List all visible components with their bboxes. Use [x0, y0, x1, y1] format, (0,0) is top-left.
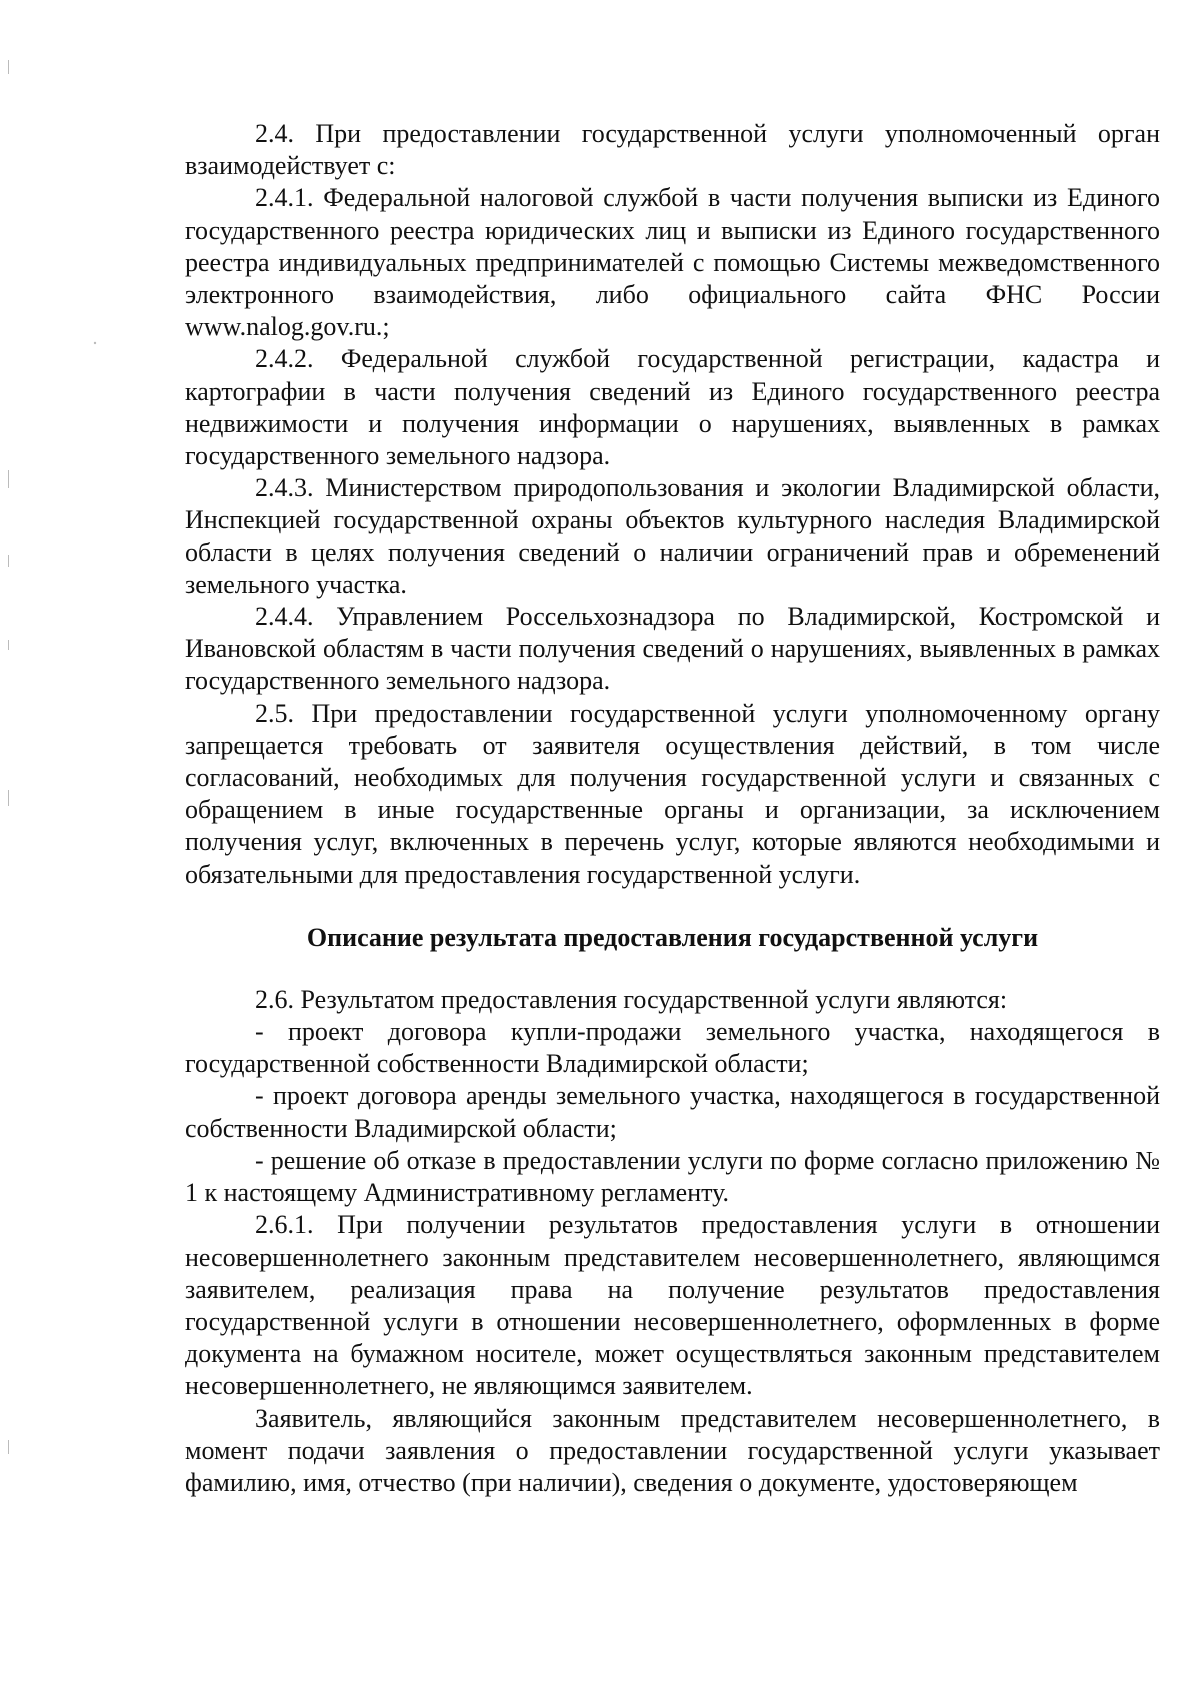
paragraph-2-4: 2.4. При предоставлении государственной услуги уполномоченный орган взаимодействует с:: [185, 119, 1160, 181]
paragraph-2-6: 2.6. Результатом предоставления государственной услуги являются:: [255, 984, 1008, 1014]
paragraph-2-4-1: 2.4.1. Федеральной налоговой службой в части получения выписки из Единого государственного реестра юридических лиц и выписки из Единого государственного реестра индивидуальных предпринимателей с помощью Системы межведомственного электронного взаимодействия, либо официального сайта ФНС России www.nalog.gov.ru.;: [185, 183, 1160, 342]
paragraph-2-4-4: 2.4.4. Управлением Россельхознадзора по Владимирской, Костромской и Ивановской областям в части получения сведений о нарушениях, выявленных в рамках государственного земельного надзора.: [185, 602, 1160, 696]
paragraph-2-5: 2.5. При предоставлении государственной услуги уполномоченному органу запрещается требовать от заявителя осуществления действий, в том числе согласований, необходимых для получения государственной услуги и связанных с обращением в иные государственные органы и организации, за исключением получения услуг, включенных в перечень услуг, которые являются необходимыми и обязательными для предоставления государственной услуги.: [185, 698, 1160, 889]
list-item-lease-contract: - проект договора аренды земельного участка, находящегося в государственной собственности Владимирской области;: [185, 1081, 1160, 1143]
paragraph-applicant: Заявитель, являющийся законным представителем несовершеннолетнего, в момент подачи заявления о предоставлении государственной услуги указывает фамилию, имя, отчество (при наличии), сведения о документе, удостоверяющем: [185, 1403, 1160, 1497]
list-item-sale-contract: - проект договора купли-продажи земельного участка, находящегося в государственной собственности Владимирской области;: [185, 1017, 1160, 1079]
section-result: [185, 984, 1160, 1499]
section-interaction: [185, 118, 1160, 891]
paragraph-2-4-3: 2.4.3. Министерством природопользования и экологии Владимирской области, Инспекцией государственной охраны объектов культурного наследия Владимирской области в целях получения сведений о наличии ограничений прав и обременений земельного участка.: [185, 473, 1160, 599]
section-heading: Описание результата предоставления государственной услуги: [306, 922, 1039, 952]
list-item-refusal-decision: - решение об отказе в предоставлении услуги по форме согласно приложению № 1 к настоящему Административному регламенту.: [185, 1145, 1160, 1208]
paragraph-2-6-1: 2.6.1. При получении результатов предоставления услуги в отношении несовершеннолетнего законным представителем несовершеннолетнего, являющимся заявителем, реализация права на получение результатов предоставления государственной услуги в отношении несовершеннолетнего, оформленных в форме документа на бумажном носителе, может осуществляться законным представителем несовершеннолетнего, не являющимся заявителем.: [185, 1210, 1160, 1401]
document-page: [185, 118, 1160, 1499]
paragraph-2-4-2: 2.4.2. Федеральной службой государственной регистрации, кадастра и картографии в части получения сведений из Единого государственного реестра недвижимости и получения информации о нарушениях, выявленных в рамках государственного земельного надзора.: [185, 344, 1160, 471]
